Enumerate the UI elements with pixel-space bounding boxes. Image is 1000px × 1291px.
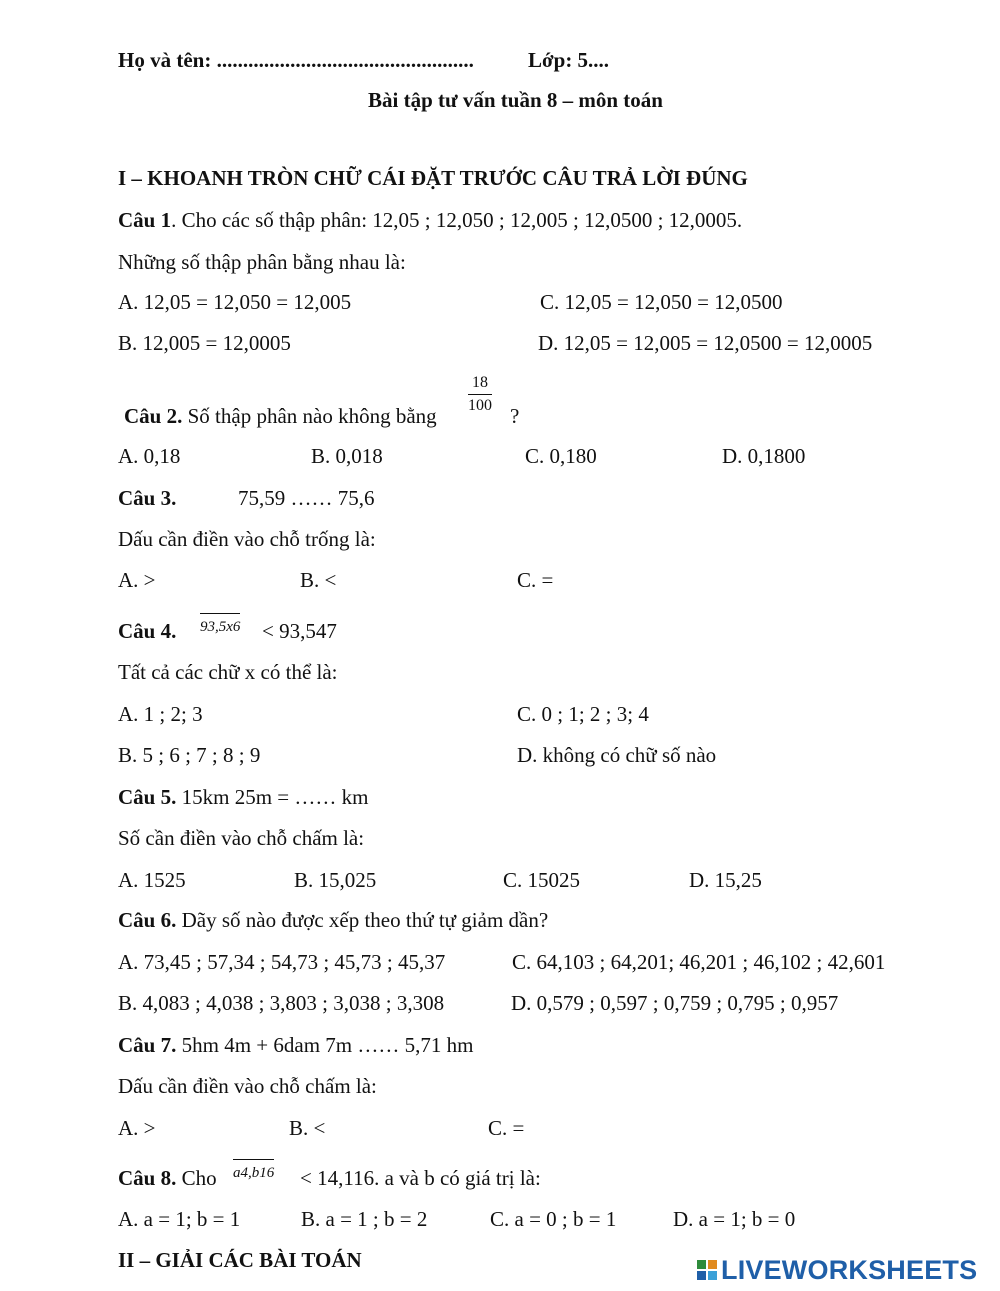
- q2-fraction-numerator: 18: [468, 374, 492, 395]
- q7-subtext: Dấu cần điền vào chỗ chấm là:: [118, 1074, 377, 1098]
- name-line: [118, 48, 474, 72]
- q7-label: Câu 7.: [118, 1033, 177, 1057]
- section2-heading: II – GIẢI CÁC BÀI TOÁN: [118, 1248, 362, 1272]
- class-label: Lớp: 5....: [528, 48, 610, 72]
- q5-text: Câu 5. 15km 25m = …… km: [118, 785, 369, 809]
- q2-fraction-denominator: 100: [468, 397, 492, 414]
- q1-option-b[interactable]: B. 12,005 = 12,0005: [118, 331, 291, 355]
- name-label: Họ và tên:: [118, 48, 212, 72]
- q1-subtext: Những số thập phân bằng nhau là:: [118, 250, 406, 274]
- q8-option-d[interactable]: D. a = 1; b = 0: [673, 1207, 796, 1231]
- q5-option-a[interactable]: A. 1525: [118, 868, 186, 892]
- q6-option-a[interactable]: A. 73,45 ; 57,34 ; 54,73 ; 45,73 ; 45,37: [118, 950, 446, 974]
- q5-option-b[interactable]: B. 15,025: [294, 868, 377, 892]
- q5-option-c[interactable]: C. 15025: [503, 868, 581, 892]
- q6-option-b[interactable]: B. 4,083 ; 4,038 ; 3,803 ; 3,038 ; 3,308: [118, 991, 445, 1015]
- q1-label: Câu 1: [118, 208, 172, 232]
- q6-option-d[interactable]: D. 0,579 ; 0,597 ; 0,759 ; 0,795 ; 0,957: [511, 991, 839, 1015]
- page-title: Bài tập tư vấn tuần 8 – môn toán: [368, 88, 663, 112]
- q2-option-a[interactable]: A. 0,18: [118, 444, 181, 468]
- liveworksheets-mark-icon: [697, 1260, 717, 1280]
- q3-expression: 75,59 …… 75,6: [238, 486, 375, 510]
- q8-option-b[interactable]: B. a = 1 ; b = 2: [301, 1207, 428, 1231]
- q2-option-c[interactable]: C. 0,180: [525, 444, 597, 468]
- q8-option-c[interactable]: C. a = 0 ; b = 1: [490, 1207, 617, 1231]
- q3-label: Câu 3.: [118, 486, 177, 510]
- q6-text: Câu 6. Dãy số nào được xếp theo thứ tự giảm dần?: [118, 908, 549, 932]
- class-line: [528, 48, 609, 72]
- q2-text: Câu 2. Số thập phân nào không bằng: [124, 404, 437, 428]
- q2-label: Câu 2.: [124, 404, 183, 428]
- q2-fraction: [468, 374, 492, 415]
- q6-label: Câu 6.: [118, 908, 177, 932]
- q8-overline-number: a4,b16: [233, 1158, 274, 1185]
- q3-option-a[interactable]: A. >: [118, 568, 156, 592]
- q1-option-a[interactable]: A. 12,05 = 12,050 = 12,005: [118, 290, 352, 314]
- q2-question-mark: ?: [510, 404, 520, 428]
- q7-text: Câu 7. 5hm 4m + 6dam 7m …… 5,71 hm: [118, 1033, 474, 1057]
- q4-label: Câu 4.: [118, 619, 177, 643]
- q3-option-c[interactable]: C. =: [517, 568, 554, 592]
- q2-option-d[interactable]: D. 0,1800: [722, 444, 806, 468]
- liveworksheets-text: LIVEWORKSHEETS: [721, 1254, 978, 1285]
- q2-option-b[interactable]: B. 0,018: [311, 444, 383, 468]
- name-dots: .................................................: [216, 48, 474, 72]
- q3-option-b[interactable]: B. <: [300, 568, 337, 592]
- q7-option-a[interactable]: A. >: [118, 1116, 156, 1140]
- q8-comparison: < 14,116. a và b có giá trị là:: [300, 1166, 541, 1190]
- q6-option-c[interactable]: C. 64,103 ; 64,201; 46,201 ; 46,102 ; 42,601: [512, 950, 886, 974]
- q4-option-c[interactable]: C. 0 ; 1; 2 ; 3; 4: [517, 702, 649, 726]
- q4-comparison: < 93,547: [262, 619, 337, 643]
- q4-option-d[interactable]: D. không có chữ số nào: [517, 743, 717, 767]
- q4-option-a[interactable]: A. 1 ; 2; 3: [118, 702, 203, 726]
- q8-label: Câu 8.: [118, 1166, 177, 1190]
- q4-overline-number: 93,5x6: [200, 612, 240, 639]
- q4-option-b[interactable]: B. 5 ; 6 ; 7 ; 8 ; 9: [118, 743, 261, 767]
- q7-option-b[interactable]: B. <: [289, 1116, 326, 1140]
- liveworksheets-logo: [697, 1255, 977, 1285]
- section1-heading: I – KHOANH TRÒN CHỮ CÁI ĐẶT TRƯỚC CÂU TRẢ LỜI ĐÚNG: [118, 166, 748, 190]
- q4-subtext: Tất cả các chữ x có thể là:: [118, 660, 338, 684]
- q7-option-c[interactable]: C. =: [488, 1116, 525, 1140]
- q8-text: Câu 8. Cho: [118, 1166, 217, 1190]
- q1-option-c[interactable]: C. 12,05 = 12,050 = 12,0500: [540, 290, 783, 314]
- q5-option-d[interactable]: D. 15,25: [689, 868, 762, 892]
- q8-option-a[interactable]: A. a = 1; b = 1: [118, 1207, 241, 1231]
- q1-option-d[interactable]: D. 12,05 = 12,005 = 12,0500 = 12,0005: [538, 331, 873, 355]
- q5-label: Câu 5.: [118, 785, 177, 809]
- q1-text: Câu 1. Cho các số thập phân: 12,05 ; 12,050 ; 12,005 ; 12,0500 ; 12,0005.: [118, 208, 743, 232]
- q5-subtext: Số cần điền vào chỗ chấm là:: [118, 826, 365, 850]
- q3-subtext: Dấu cần điền vào chỗ trống là:: [118, 527, 376, 551]
